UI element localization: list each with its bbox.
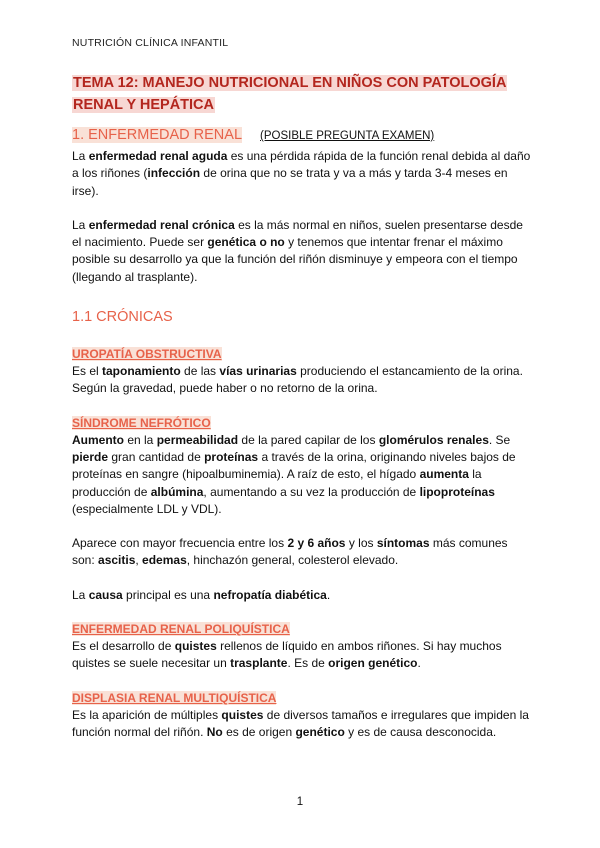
subheading-sindrome-nefrotico: SÍNDROME NEFRÓTICO	[72, 415, 211, 430]
section-heading-cronicas: 1.1 CRÓNICAS	[72, 309, 173, 326]
page-title	[72, 72, 528, 116]
subheading-poliquistica: ENFERMEDAD RENAL POLIQUÍSTICA	[72, 622, 290, 637]
title-line-2: RENAL Y HEPÁTICA	[73, 97, 214, 113]
exam-note: (POSIBLE PREGUNTA EXAMEN)	[260, 130, 435, 142]
paragraph-displasia: Es la aparición de múltiples quistes de diversos tamaños e irregulares que impiden la función normal del riñón. No es de origen genético y es de causa desconocida.	[72, 707, 529, 739]
subheading-displasia: DISPLASIA RENAL MULTIQUÍSTICA	[72, 690, 277, 705]
subheading-uropatia: UROPATÍA OBSTRUCTIVA	[72, 347, 222, 362]
title-line-1: TEMA 12: MANEJO NUTRICIONAL EN NIÑOS CON PATOLOGÍA	[73, 75, 507, 91]
paragraph-renal-aguda: La enfermedad renal aguda es una pérdida rápida de la función renal debida al daño a los riñones (infección de orina que no se trata y va a más y tarda 3-4 meses en irse).	[72, 149, 531, 198]
section-heading-enfermedad-renal: 1. ENFERMEDAD RENAL (POSIBLE PREGUNTA EXAMEN)	[72, 127, 435, 143]
paragraph-nefrotico-3: La causa principal es una nefropatía diabética.	[72, 587, 331, 602]
paragraph-nefrotico-1: Aumento en la permeabilidad de la pared capilar de los glomérulos renales. Se pierde gran cantidad de proteínas a través de la orina, originando niveles bajos de proteínas en sangre (hipoalbuminemia). A raíz de esto, el hígado aumenta la producción de albúmina, aumentando a su vez la producción de lipoproteínas (especialmente LDL y VDL).	[72, 432, 516, 516]
running-header: NUTRICIÓN CLÍNICA INFANTIL	[72, 37, 229, 49]
page-number: 1	[296, 796, 304, 808]
paragraph-renal-cronica: La enfermedad renal crónica es la más normal en niños, suelen presentarse desde el nacimiento. Puede ser genética o no y tenemos que intentar frenar el máximo posible su desarrollo ya que la función del riñón disminuye y empeora con el tiempo (llegando al trasplante).	[72, 217, 523, 284]
paragraph-uropatia: Es el taponamiento de las vías urinarias produciendo el estancamiento de la orina. Según la gravedad, puede haber o no retorno de la orina.	[72, 364, 523, 396]
paragraph-nefrotico-2: Aparece con mayor frecuencia entre los 2 y 6 años y los síntomas más comunes son: ascitis, edemas, hinchazón general, colesterol elevado.	[72, 536, 508, 568]
paragraph-poliquistica: Es el desarrollo de quistes rellenos de líquido en ambos riñones. Si hay muchos quistes se suele necesitar un trasplante. Es de origen genético.	[72, 639, 502, 671]
document-body	[72, 124, 532, 741]
